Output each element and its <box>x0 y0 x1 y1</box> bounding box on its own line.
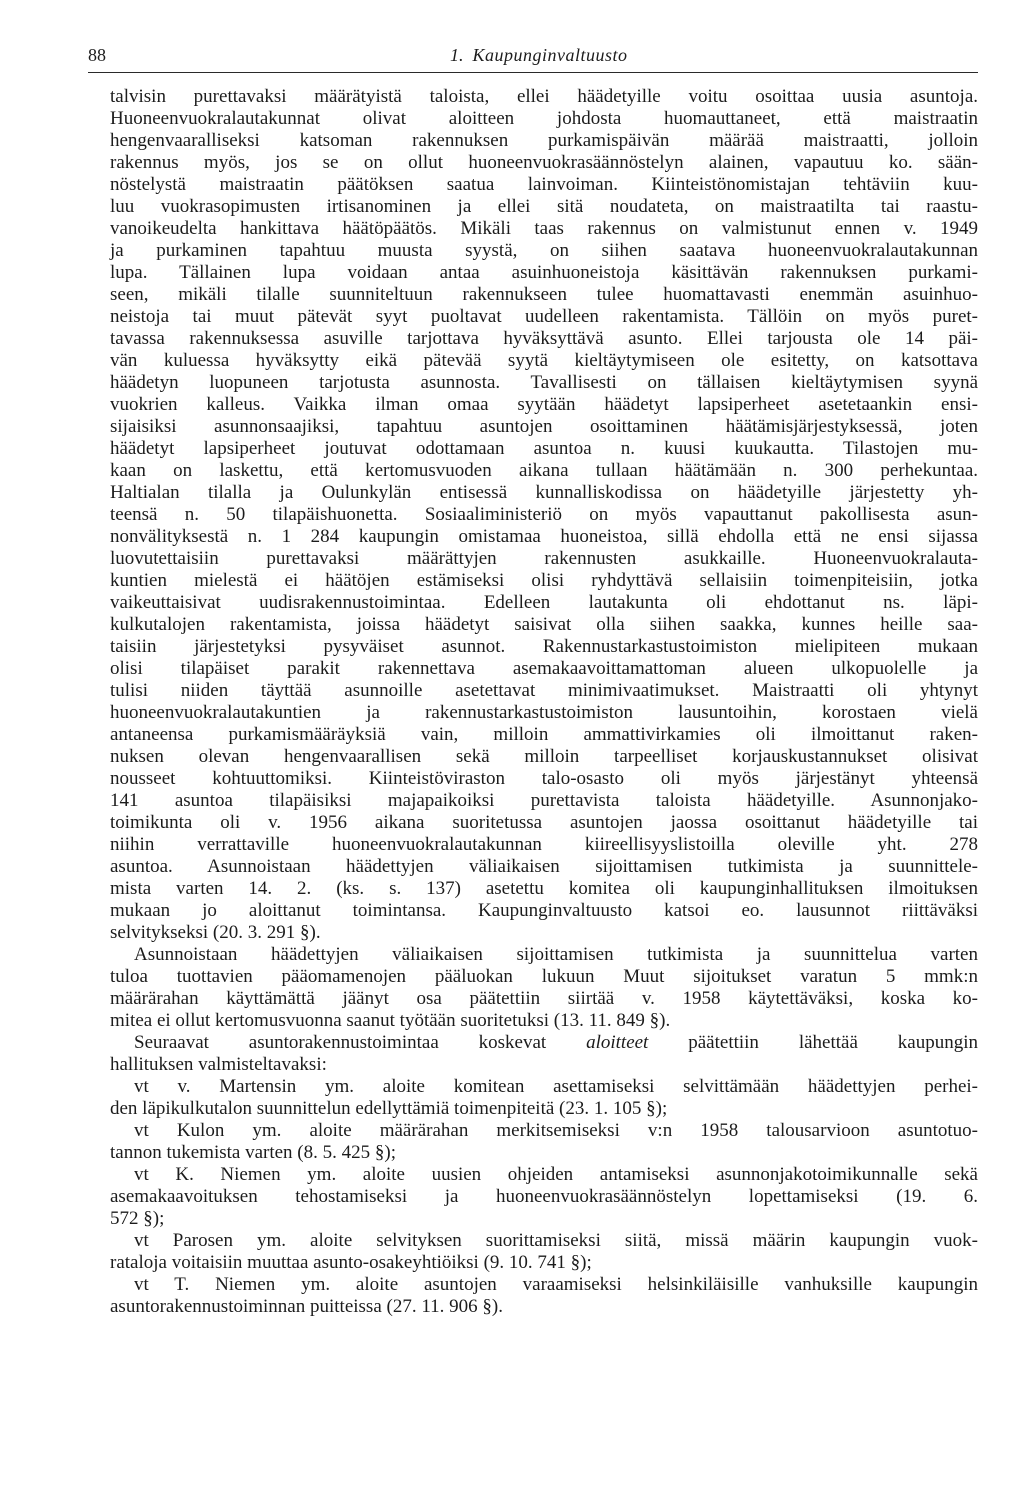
text-line: toimikunta oli v. 1956 aikana suoritetussa asuntojen jaossa osoittanut häädetyille tai <box>110 812 978 833</box>
text-line: 141 asuntoa tilapäisiksi majapaikoiksi purettavista taloista häädetyille. Asunnonjako- <box>110 790 978 811</box>
text-line: Asunnoistaan häädettyjen väliaikaisen sijoittamisen tutkimista ja suunnittelua varten <box>134 944 978 965</box>
motions-list <box>110 1076 978 1318</box>
text-line: vän kuluessa hyväksytty eikä pätevää syytä kieltäytymiseen ole esitetty, on katsottava <box>110 350 978 371</box>
text-line: nousseet kohtuuttomiksi. Kiinteistöviraston talo-osasto oli myös järjestänyt yhteensä <box>110 768 978 789</box>
text-line: tuloa tuottavien pääomamenojen pääluokan lukuun Muut sijoitukset varatun 5 mmk:n <box>110 966 978 987</box>
text-line: niihin verrattaville huoneenvuokralautakunnan kiireellisyyslistoilla oleville yht. 278 <box>110 834 978 855</box>
motions-intro-emphasis: aloitteet <box>586 1032 649 1053</box>
text-line: sijaisiksi asunnonsaajiksi, tapahtuu asuntojen osoittaminen häätämisjärjestyksessä, joten <box>110 416 978 437</box>
motion-line: vt Kulon ym. aloite määrärahan merkitsemiseksi v:n 1958 talousarvioon asuntotuo- <box>134 1120 978 1141</box>
text-line: kuntien mielestä ei häätöjen estämiseksi olisi ryhdyttävä sellaisiin toimenpiteisiin, jotka <box>110 570 978 591</box>
paragraph-housing-evictions <box>110 86 978 944</box>
paragraph-appropriation-transfer <box>110 944 978 1032</box>
text-line: vanoikeudelta hankittava häätöpäätös. Mikäli taas rakennus on valmistunut ennen v. 1949 <box>110 218 978 239</box>
motion-line: tannon tukemista varten (8. 5. 425 §); <box>110 1142 396 1163</box>
text-line: määrärahan käyttämättä jäänyt osa päätettiin siirtää v. 1958 käytettäväksi, koska ko- <box>110 988 978 1009</box>
text-line: luovutettaisiin purettavaksi määrättyjen rakennusten asukkaille. Huoneenvuokralauta- <box>110 548 978 569</box>
text-line: talvisin purettavaksi määrätyistä taloista, ellei häädetyille voitu osoittaa uusia asuntoja. <box>110 86 978 107</box>
text-line: mukaan jo aloittanut toimintansa. Kaupunginvaltuusto katsoi eo. lausunnot riittäväksi <box>110 900 978 921</box>
motion-line: vt v. Martensin ym. aloite komitean asettamiseksi selvittämään häädettyjen perhei- <box>134 1076 978 1097</box>
running-header <box>88 30 978 73</box>
text-line: häädetyt lapsiperheet joutuvat odottamaan asuntoa n. kuusi kuukautta. Tilastojen mu- <box>110 438 978 459</box>
text-line: nonvälityksestä n. 1 284 kaupungin omistamaa huoneistoa, sillä ehdolla että ne ensi sijassa <box>110 526 978 547</box>
text-line: mitea ei ollut kertomusvuonna saanut työtään suoritetuksi (13. 11. 849 §). <box>110 1010 671 1031</box>
motions-intro-before: Seuraavat asuntorakennustoimintaa koskevat <box>134 1032 587 1053</box>
text-line: nuksen olevan hengenvaarallisen sekä milloin tarpeelliset korjauskustannukset olisivat <box>110 746 978 767</box>
motion-line: asuntorakennustoiminnan puitteissa (27. 11. 906 §). <box>110 1296 503 1317</box>
motion-item <box>110 1164 978 1230</box>
text-line: selvitykseksi (20. 3. 291 §). <box>110 922 321 943</box>
text-line: häädetyn luopuneen tarjotusta asunnosta. Tavallisesti on tällaisen kieltäytymisen syynä <box>110 372 978 393</box>
motion-line: vt K. Niemen ym. aloite uusien ohjeiden antamiseksi asunnonjakotoimikunnalle sekä <box>134 1164 978 1185</box>
text-line: tulisi niiden täyttää asunnoille asetettavat minimivaatimukset. Maistraatti oli yhtynyt <box>110 680 978 701</box>
text-line: taisiin järjestetyksi pysyväiset asunnot. Rakennustarkastustoimiston mielipiteen mukaan <box>110 636 978 657</box>
text-line: vuokrien kalleus. Vaikka ilman omaa syytään häädetyt lapsiperheet asetetaankin ensi- <box>110 394 978 415</box>
text-line: neistoja tai muut pätevät syyt puoltavat uudelleen rakentamista. Tällöin on myös puret- <box>110 306 978 327</box>
section-title: Kaupunginvaltuusto <box>472 45 628 65</box>
motion-item <box>110 1120 978 1164</box>
text-line: seen, mikäli tilalle suunniteltuun rakennukseen tulee huomattavasti enemmän asuinhuo- <box>110 284 978 305</box>
motions-intro-line <box>110 1032 978 1054</box>
motion-item <box>110 1274 978 1318</box>
text-line: Haltialan tilalla ja Oulunkylän entisessä kunnalliskodissa on häädetyille järjestetty yh- <box>110 482 978 503</box>
motions-intro-line2: hallituksen valmisteltavaksi: <box>110 1054 327 1075</box>
motion-line: 572 §); <box>110 1208 165 1229</box>
text-line: tavassa rakennuksessa asuville tarjottava hyväksyttävä asunto. Ellei tarjousta ole 14 päi- <box>110 328 978 349</box>
text-line: huoneenvuokralautakuntien ja rakennustarkastustoimiston lausuntoihin, korostaen vielä <box>110 702 978 723</box>
motion-line: asemakaavoituksen tehostamiseksi ja huoneenvuokrasäännöstelyn lopettamiseksi (19. 6. <box>110 1186 978 1207</box>
text-line: lupa. Tällainen lupa voidaan antaa asuinhuoneistoja käsittävän rakennuksen purkami- <box>110 262 978 283</box>
motion-line: rataloja voitaisiin muuttaa asunto-osakeyhtiöiksi (9. 10. 741 §); <box>110 1252 592 1273</box>
text-line: hengenvaaralliseksi katsoman rakennuksen purkamispäivän määrää maistraatti, jolloin <box>110 130 978 151</box>
motion-line: den läpikulkutalon suunnittelun edellyttämiä toimenpiteitä (23. 1. 105 §); <box>110 1098 668 1119</box>
body-text <box>110 86 978 1318</box>
text-line: antaneensa purkamismääräyksiä vain, milloin ammattivirkamies oli ilmoittanut raken- <box>110 724 978 745</box>
motion-item <box>110 1076 978 1120</box>
text-line: vaikeuttaisivat uudisrakennustoimintaa. Edelleen lautakunta oli ehdottanut ns. läpi- <box>110 592 978 613</box>
text-line: mista varten 14. 2. (ks. s. 137) asetettu komitea oli kaupunginhallituksen ilmoituksen <box>110 878 978 899</box>
text-line: teensä n. 50 tilapäishuonetta. Sosiaaliministeriö on myös vapauttanut pakollisesta asun- <box>110 504 978 525</box>
text-line: kaan on laskettu, että kertomusvuoden aikana tullaan häätämään n. 300 perhekuntaa. <box>110 460 978 481</box>
motion-item <box>110 1230 978 1274</box>
section-number: 1. <box>450 45 464 65</box>
text-line: rakennus myös, jos se on ollut huoneenvuokrasäännöstelyn alainen, vapautuu ko. sään- <box>110 152 978 173</box>
running-title <box>450 45 628 66</box>
motion-line: vt T. Niemen ym. aloite asuntojen varaamiseksi helsinkiläisille vanhuksille kaupungin <box>134 1274 978 1295</box>
text-line: olisi tilapäiset parakit rakennettava asemakaavoittamattoman alueen ulkopuolelle ja <box>110 658 978 679</box>
text-line: kulkutalojen rakentamista, joissa häädetyt saisivat olla siihen saakka, kunnes heille saa- <box>110 614 978 635</box>
motions-intro-after: päätettiin lähettää kaupungin <box>648 1032 978 1053</box>
text-line: Huoneenvuokralautakunnat olivat aloitteen johdosta huomauttaneet, että maistraatin <box>110 108 978 129</box>
page-number: 88 <box>88 45 106 65</box>
text-line: ja purkaminen tapahtuu muusta syystä, on siihen saatava huoneenvuokralautakunnan <box>110 240 978 261</box>
text-line: luu vuokrasopimusten irtisanominen ja ellei sitä noudateta, on maistraatilta tai raastu- <box>110 196 978 217</box>
paragraph-motions-intro <box>110 1032 978 1076</box>
motion-line: vt Parosen ym. aloite selvityksen suorittamiseksi siitä, missä määrin kaupungin vuok- <box>134 1230 978 1251</box>
text-line: nöstelystä maistraatin päätöksen saatua lainvoiman. Kiinteistönomistajan tehtäviin kuu- <box>110 174 978 195</box>
text-line: asuntoa. Asunnoistaan häädettyjen väliaikaisen sijoittamisen tutkimista ja suunnittele- <box>110 856 978 877</box>
